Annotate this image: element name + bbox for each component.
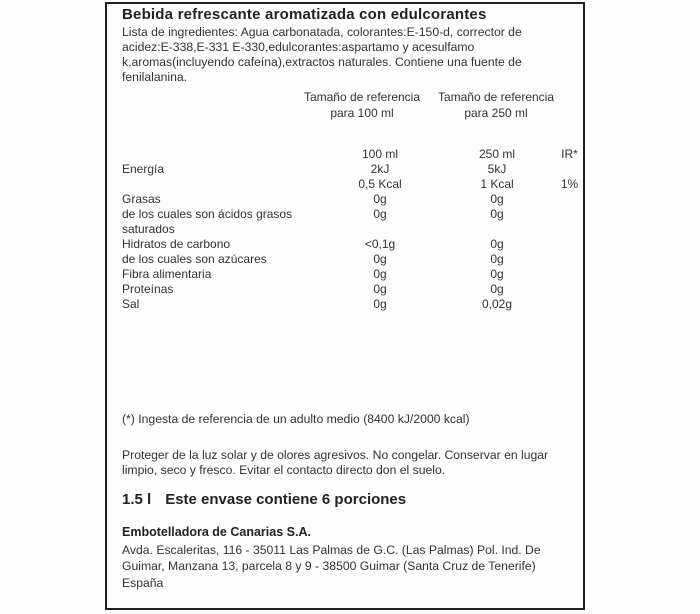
nutrient-label: Sal [122, 297, 140, 311]
nutrient-row-energia-kcal [122, 177, 583, 192]
value-100ml: 0g [373, 282, 387, 296]
nutrient-label: saturados [122, 222, 175, 236]
value-250ml: 1 Kcal [480, 177, 514, 191]
ingredients-line: Lista de ingredientes: Agua carbonatada, colorantes:E-150-d, corrector de [122, 25, 522, 39]
value-ir [556, 192, 583, 207]
nutrient-label: Proteínas [122, 282, 174, 296]
bottler-address [122, 543, 541, 592]
value-ir [556, 252, 583, 267]
value-ir [556, 267, 583, 282]
value-ir [556, 162, 583, 177]
ingredients-line: acidez:E-338,E-331 E-330,edulcorantes:aspartamo y acesulfamo [122, 40, 475, 54]
value-250ml: 5kJ [487, 162, 507, 176]
column-header-ir: IR* [561, 147, 578, 161]
nutrient-label [122, 147, 322, 162]
nutrient-row-fibra [122, 267, 583, 282]
value-250ml: 0,02g [481, 297, 513, 311]
nutrient-label: Fibra alimentaria [122, 267, 212, 281]
value-ir [556, 282, 583, 297]
value-ir [556, 222, 583, 237]
value-250ml: 0g [490, 192, 504, 206]
nutrient-label [122, 177, 322, 192]
value-100ml: 0g [373, 192, 387, 206]
serving-text: Este envase contiene 6 porciones [165, 491, 407, 508]
product-title: Bebida refrescante aromatizada con edulcorantes [122, 6, 487, 23]
value-250ml [438, 222, 556, 237]
nutrient-row-sal [122, 297, 583, 312]
nutrient-label: de los cuales son ácidos grasos [122, 207, 293, 221]
value-250ml: 0g [490, 207, 504, 221]
value-ir [556, 297, 583, 312]
value-100ml: 0,5 Kcal [358, 177, 402, 191]
column-header-100ml: 100 ml [361, 147, 399, 161]
value-250ml: 0g [490, 267, 504, 281]
value-250ml: 0g [490, 237, 504, 251]
bottler-address-line: Guimar, Manzana 13, parcela 8 y 9 - 38500 Guimar (Santa Cruz de Tenerife) [122, 558, 536, 573]
nutrient-label: Grasas [122, 192, 161, 206]
value-100ml: <0,1g [364, 237, 396, 251]
ingredients-paragraph [122, 25, 522, 85]
nutrient-row-proteinas [122, 282, 583, 297]
nutrition-table [122, 147, 583, 312]
ingredients-line: k,aromas(incluyendo cafeína),extractos naturales. Contiene una fuente de [122, 55, 522, 69]
reference-header-line: Tamaño de referencia [437, 90, 555, 104]
storage-instructions [122, 448, 548, 478]
nutrient-row-grasas [122, 192, 583, 207]
ingredients-line: fenilalanina. [122, 70, 188, 84]
nutrient-row-hidratos [122, 237, 583, 252]
reference-header-250ml [411, 90, 581, 121]
nutrient-label: Hidratos de carbono [122, 237, 231, 251]
reference-header-line: Tamaño de referencia [303, 90, 421, 104]
bottler-name: Embotelladora de Canarias S.A. [122, 525, 311, 539]
value-100ml: 0g [373, 267, 387, 281]
nutrient-label: Energía [122, 162, 165, 176]
serving-info [122, 491, 406, 508]
value-250ml: 0g [490, 282, 504, 296]
reference-intake-footnote: (*) Ingesta de referencia de un adulto medio (8400 kJ/2000 kcal) [122, 412, 470, 426]
reference-header-line: para 250 ml [464, 105, 528, 120]
nutrition-label-box [105, 2, 585, 610]
value-ir: 1% [560, 177, 579, 191]
bottler-country: España [122, 576, 164, 590]
value-100ml: 0g [373, 207, 387, 221]
value-100ml [322, 222, 438, 237]
nutrient-row-acidos-grasos [122, 207, 583, 222]
nutrient-row-energia [122, 162, 583, 177]
value-ir [556, 237, 583, 252]
nutrient-label: de los cuales son azúcares [122, 252, 267, 266]
value-100ml: 0g [373, 297, 387, 311]
value-250ml: 0g [490, 252, 504, 266]
nutrient-row-azucares [122, 252, 583, 267]
storage-line: limpio, seco y fresco. Evitar el contacto directo don el suelo. [122, 463, 446, 477]
column-header-250ml: 250 ml [478, 147, 516, 161]
value-100ml: 0g [373, 252, 387, 266]
value-ir [556, 207, 583, 222]
column-header-row [122, 147, 583, 162]
reference-header-line: para 100 ml [330, 105, 394, 120]
storage-line: Proteger de la luz solar y de olores agresivos. No congelar. Conservar en lugar [122, 448, 549, 462]
volume: 1.5 l [122, 491, 152, 508]
value-100ml: 2kJ [370, 162, 390, 176]
bottler-address-line: Avda. Escaleritas, 116 - 35011 Las Palmas de G.C. (Las Palmas) Pol. Ind. De [122, 543, 541, 557]
nutrient-row-saturados [122, 222, 583, 237]
